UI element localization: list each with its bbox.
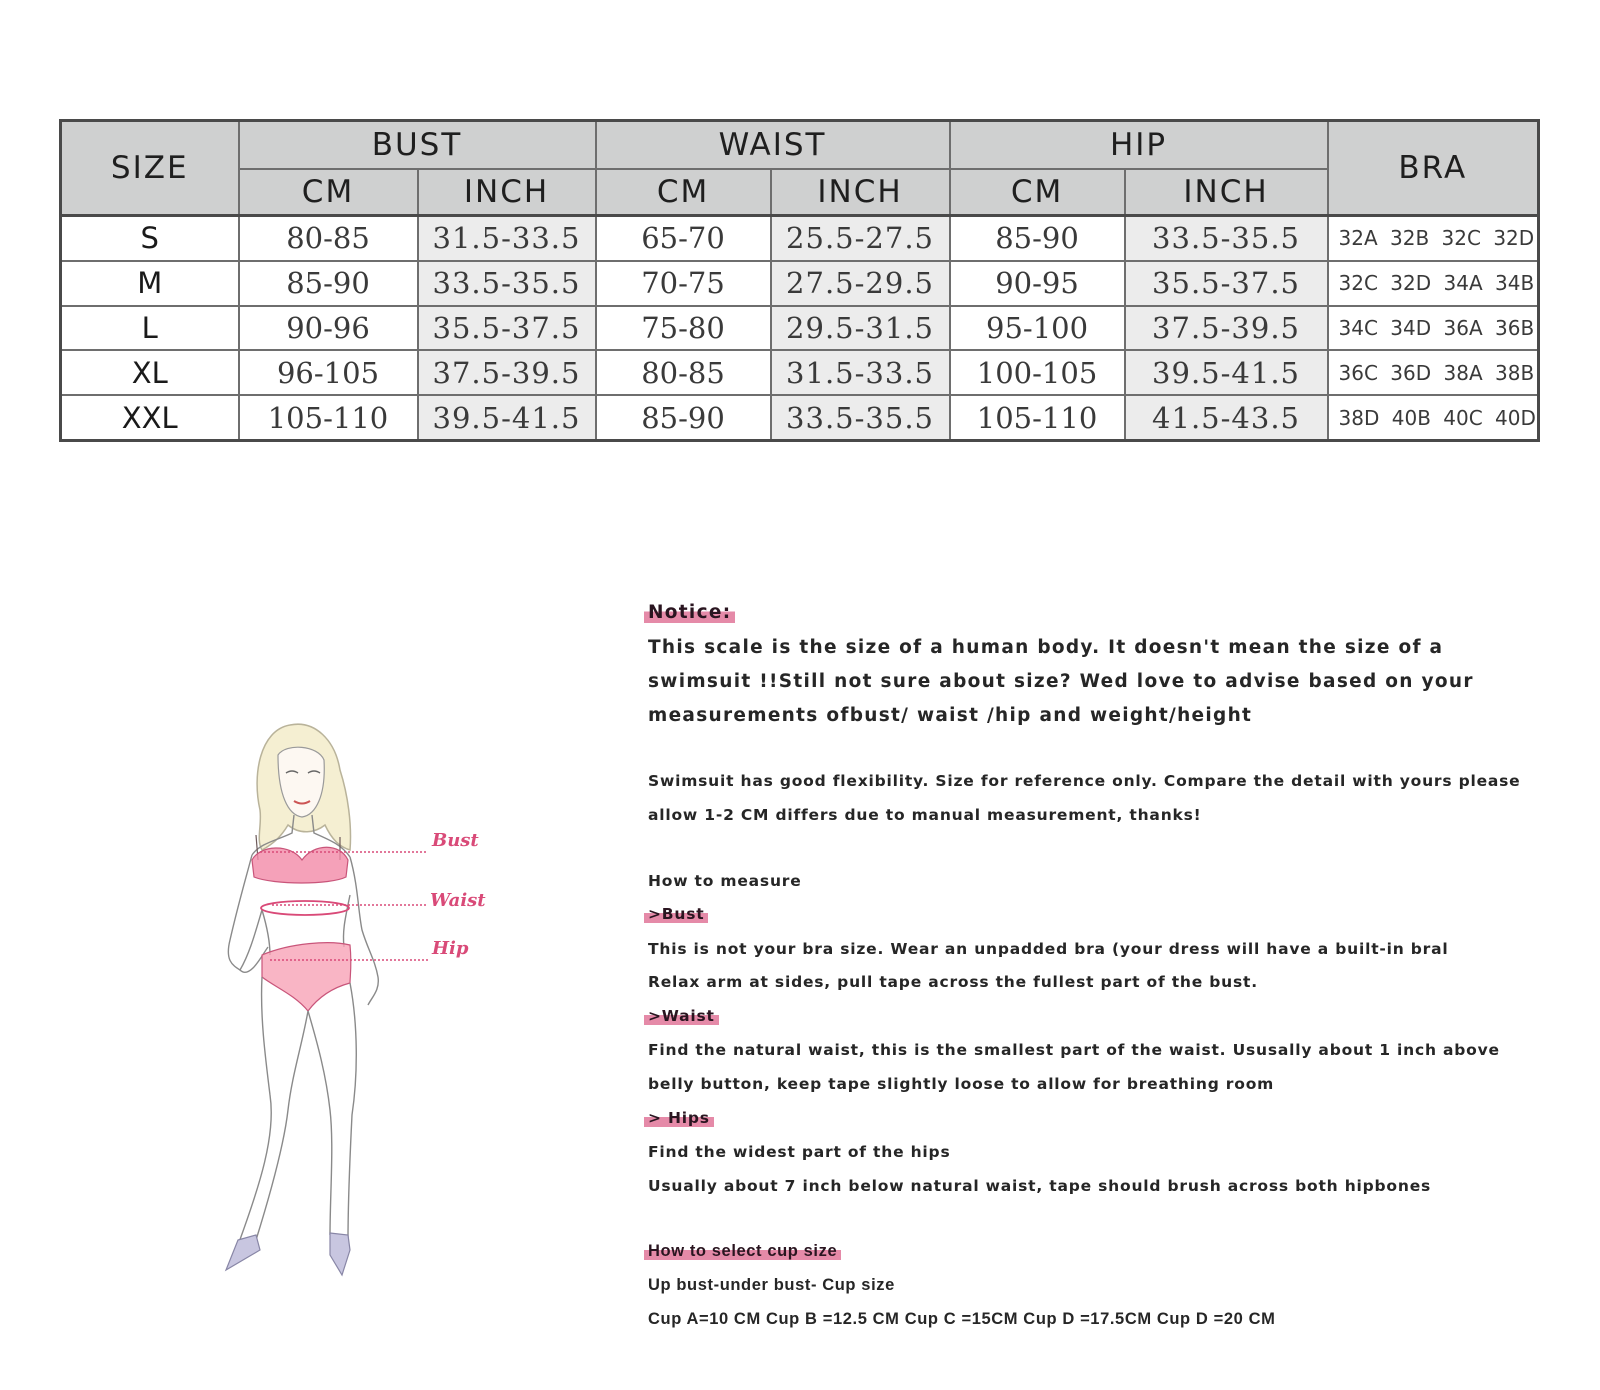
cell-size: S bbox=[61, 216, 239, 261]
waist-heading: >Waist bbox=[648, 1007, 719, 1025]
cell-waist-inch: 25.5-27.5 bbox=[771, 216, 950, 261]
table-row bbox=[61, 395, 1539, 440]
bust-heading: >Bust bbox=[648, 905, 708, 923]
header-hip-cm: CM bbox=[950, 169, 1125, 216]
hips-line: Usually about 7 inch below natural waist, tape should brush across both hipbones bbox=[648, 1177, 1432, 1195]
cell-bust-inch: 33.5-35.5 bbox=[418, 261, 596, 306]
waist-line: belly button, keep tape slightly loose to allow for breathing room bbox=[648, 1075, 1275, 1093]
label-bust: Bust bbox=[432, 830, 479, 851]
cell-hip-inch: 33.5-35.5 bbox=[1125, 216, 1328, 261]
cell-waist-cm: 65-70 bbox=[596, 216, 771, 261]
header-waist: WAIST bbox=[596, 121, 950, 170]
cell-hip-cm: 95-100 bbox=[950, 306, 1125, 351]
cup-size-line: Cup A=10 CM Cup B =12.5 CM Cup C =15CM Cup D =17.5CM Cup D =20 CM bbox=[648, 1310, 1276, 1328]
table-subheader-row bbox=[61, 169, 1539, 216]
cup-size-heading: How to select cup size bbox=[648, 1242, 841, 1261]
cell-size: M bbox=[61, 261, 239, 306]
notice-heading: Notice: bbox=[648, 602, 735, 623]
cell-bra: 36C 36D 38A 38B bbox=[1328, 350, 1539, 395]
header-hip-inch: INCH bbox=[1125, 169, 1328, 216]
cell-hip-inch: 35.5-37.5 bbox=[1125, 261, 1328, 306]
cell-bust-inch: 39.5-41.5 bbox=[418, 395, 596, 440]
header-size: SIZE bbox=[61, 121, 239, 216]
notice-line: swimsuit !!Still not sure about size? Wed love to advise based on your bbox=[648, 671, 1474, 692]
cell-bust-cm: 85-90 bbox=[239, 261, 418, 306]
header-bra: BRA bbox=[1328, 121, 1539, 216]
cell-waist-cm: 75-80 bbox=[596, 306, 771, 351]
cell-bust-cm: 96-105 bbox=[239, 350, 418, 395]
flexibility-line: Swimsuit has good flexibility. Size for reference only. Compare the detail with yours please bbox=[648, 772, 1521, 790]
header-waist-inch: INCH bbox=[771, 169, 950, 216]
hips-line: Find the widest part of the hips bbox=[648, 1143, 951, 1161]
how-to-measure-heading: How to measure bbox=[648, 872, 802, 890]
label-waist: Waist bbox=[430, 890, 486, 911]
cell-waist-inch: 31.5-33.5 bbox=[771, 350, 950, 395]
cell-size: XXL bbox=[61, 395, 239, 440]
body-measurement-illustration bbox=[190, 715, 510, 1315]
table-row bbox=[61, 306, 1539, 351]
cell-waist-inch: 27.5-29.5 bbox=[771, 261, 950, 306]
table-row bbox=[61, 216, 1539, 261]
table-header-row bbox=[61, 121, 1539, 170]
cell-hip-cm: 90-95 bbox=[950, 261, 1125, 306]
waist-line: Find the natural waist, this is the smallest part of the waist. Ususally about 1 inch above bbox=[648, 1041, 1500, 1059]
header-hip: HIP bbox=[950, 121, 1328, 170]
cup-size-line: Up bust-under bust- Cup size bbox=[648, 1276, 895, 1294]
header-bust: BUST bbox=[239, 121, 596, 170]
cell-hip-inch: 41.5-43.5 bbox=[1125, 395, 1328, 440]
cell-waist-cm: 80-85 bbox=[596, 350, 771, 395]
flexibility-line: allow 1-2 CM differs due to manual measurement, thanks! bbox=[648, 806, 1202, 824]
cell-bust-inch: 37.5-39.5 bbox=[418, 350, 596, 395]
cell-bust-cm: 105-110 bbox=[239, 395, 418, 440]
cell-hip-cm: 100-105 bbox=[950, 350, 1125, 395]
cell-hip-inch: 39.5-41.5 bbox=[1125, 350, 1328, 395]
header-bust-cm: CM bbox=[239, 169, 418, 216]
cell-size: L bbox=[61, 306, 239, 351]
cell-bust-inch: 35.5-37.5 bbox=[418, 306, 596, 351]
cell-bra: 32A 32B 32C 32D bbox=[1328, 216, 1539, 261]
bust-line: Relax arm at sides, pull tape across the fullest part of the bust. bbox=[648, 973, 1258, 991]
cell-bust-inch: 31.5-33.5 bbox=[418, 216, 596, 261]
cell-hip-cm: 105-110 bbox=[950, 395, 1125, 440]
table-row bbox=[61, 350, 1539, 395]
header-waist-cm: CM bbox=[596, 169, 771, 216]
cell-waist-inch: 29.5-31.5 bbox=[771, 306, 950, 351]
cell-bra: 34C 34D 36A 36B bbox=[1328, 306, 1539, 351]
cell-bra: 38D 40B 40C 40D bbox=[1328, 395, 1539, 440]
table-row bbox=[61, 261, 1539, 306]
label-hip: Hip bbox=[432, 938, 469, 959]
cell-waist-cm: 70-75 bbox=[596, 261, 771, 306]
notice-line: measurements ofbust/ waist /hip and weight/height bbox=[648, 705, 1253, 726]
hips-heading: > Hips bbox=[648, 1109, 714, 1127]
cell-bust-cm: 90-96 bbox=[239, 306, 418, 351]
cell-bra: 32C 32D 34A 34B bbox=[1328, 261, 1539, 306]
size-chart-table bbox=[59, 119, 1540, 442]
cell-hip-cm: 85-90 bbox=[950, 216, 1125, 261]
cell-bust-cm: 80-85 bbox=[239, 216, 418, 261]
cell-hip-inch: 37.5-39.5 bbox=[1125, 306, 1328, 351]
cell-waist-cm: 85-90 bbox=[596, 395, 771, 440]
header-bust-inch: INCH bbox=[418, 169, 596, 216]
notice-line: This scale is the size of a human body. It doesn't mean the size of a bbox=[648, 637, 1444, 658]
woman-figure-icon bbox=[190, 715, 510, 1315]
bust-line: This is not your bra size. Wear an unpadded bra (your dress will have a built-in bral bbox=[648, 940, 1449, 958]
cell-size: XL bbox=[61, 350, 239, 395]
cell-waist-inch: 33.5-35.5 bbox=[771, 395, 950, 440]
